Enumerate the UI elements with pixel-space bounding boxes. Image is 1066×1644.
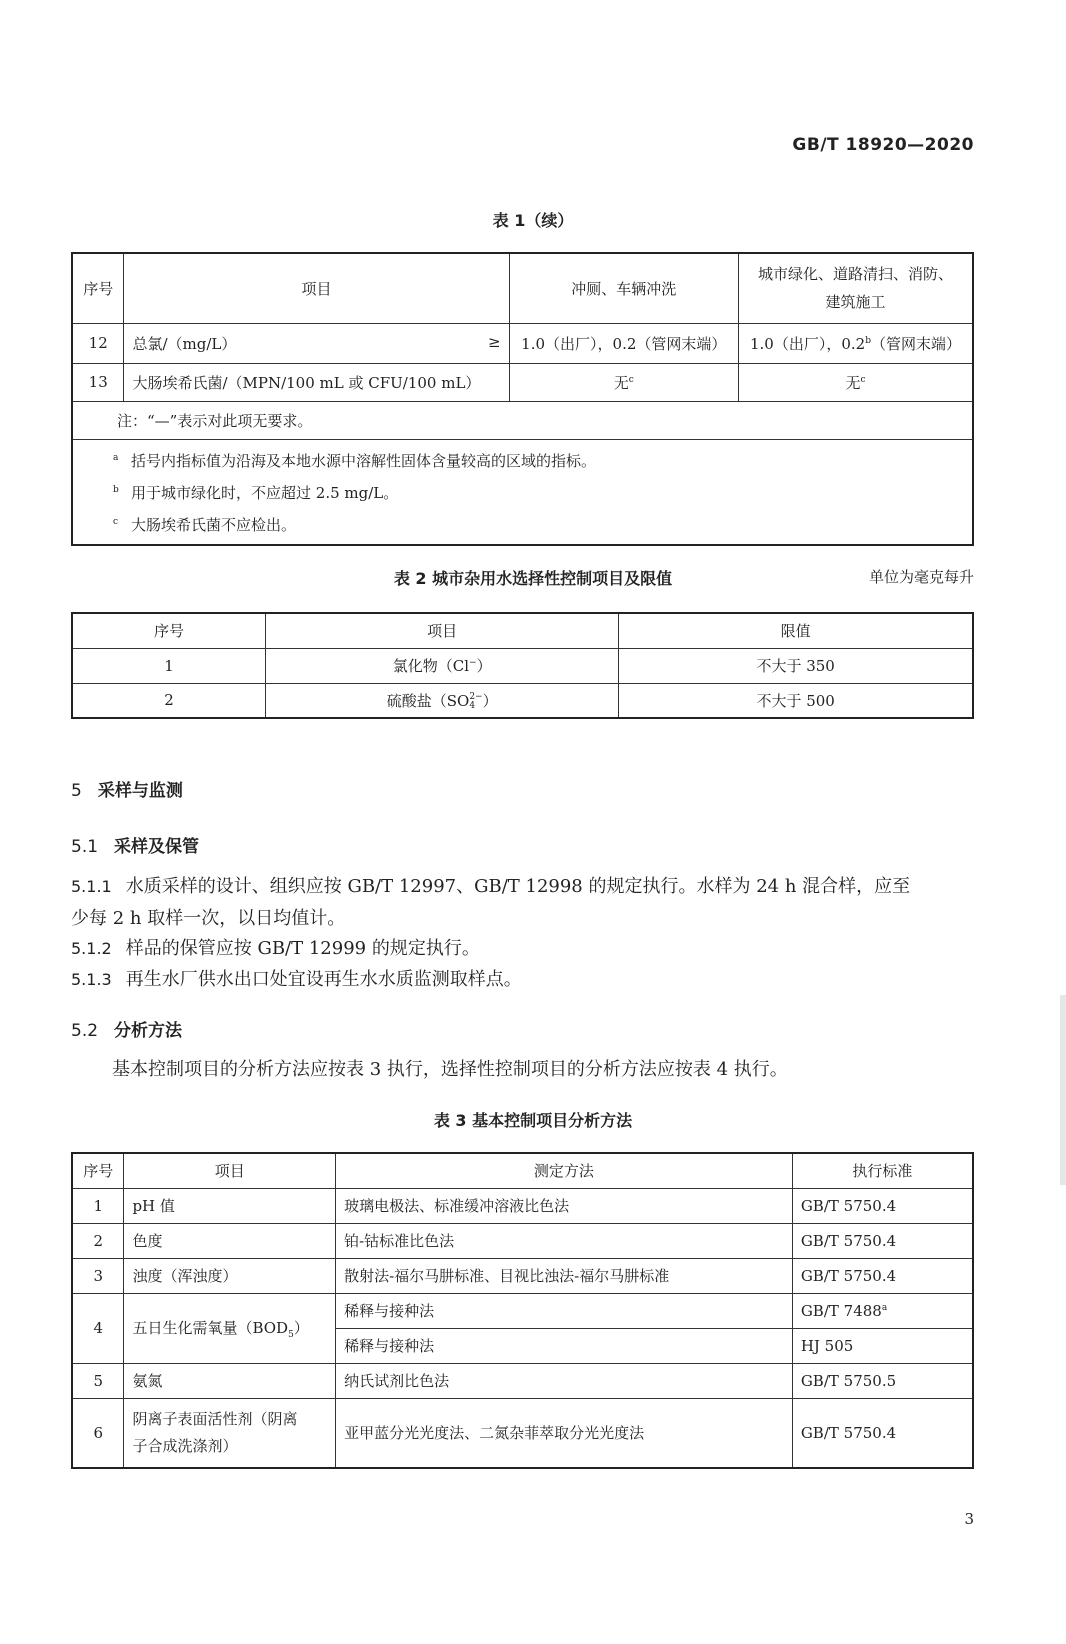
row-number: 3 — [72, 1258, 124, 1293]
standard-text: GB/T 5750.5 — [792, 1363, 973, 1398]
section-number: 5 — [71, 781, 82, 801]
row-number: 6 — [72, 1398, 124, 1468]
method-text: 稀释与接种法 — [336, 1293, 793, 1328]
item-subscript: 5 — [288, 1329, 294, 1340]
page-edge-shadow — [1060, 995, 1066, 1185]
method-text: 散射法-福尔马肼标准、目视比浊法-福尔马肼标准 — [336, 1258, 793, 1293]
table-row — [72, 648, 973, 683]
value-flush: 1.0（出厂），0.2（管网末端） — [509, 323, 738, 363]
footnote-mark: b — [113, 484, 119, 495]
table2-header-row — [72, 613, 973, 648]
item-text: pH 值 — [124, 1188, 336, 1223]
footnote-mark: b — [865, 335, 871, 346]
row-number: 2 — [72, 1223, 124, 1258]
method-text: 亚甲蓝分光光度法、二氮杂菲萃取分光光度法 — [336, 1398, 793, 1468]
footnote-mark: a — [113, 452, 119, 463]
table1-header-col2-line2: 建筑施工 — [825, 293, 886, 312]
row-number: 12 — [72, 323, 124, 363]
table2-header-limit: 限值 — [619, 613, 973, 648]
standard-text: GB/T 7488 — [800, 1301, 882, 1320]
footnote-text: 括号内指标值为沿海及本地水源中溶解性固体含量较高的区域的指标。 — [131, 451, 597, 470]
table3-caption: 表 3 基本控制项目分析方法 — [433, 1111, 633, 1130]
table-row — [72, 1188, 973, 1223]
table1-header-col2 — [739, 253, 973, 323]
para-5-1-1 — [71, 871, 976, 935]
section-title: 采样与监测 — [97, 781, 183, 801]
row-number: 1 — [72, 1188, 124, 1223]
table1-caption: 表 1（续） — [492, 211, 574, 230]
standard-text: GB/T 5750.4 — [792, 1223, 973, 1258]
value-greening — [739, 363, 973, 401]
clause-text-line1: 水质采样的设计、组织应按 GB/T 12997、GB/T 12998 的规定执行。水样为 24 h 混合样，应至 — [125, 876, 911, 897]
clause-number: 5.1.3 — [71, 970, 112, 989]
table1-header-col2-line1: 城市绿化、道路清扫、消防、 — [758, 265, 954, 284]
table2-caption: 表 2 城市杂用水选择性控制项目及限值 — [393, 569, 673, 588]
table1-note-row — [72, 401, 973, 439]
footnote-mark: c — [113, 516, 119, 527]
item-text: 总氯/（mg/L） — [132, 334, 237, 353]
table1-header-col1: 冲厕、车辆冲洗 — [509, 253, 738, 323]
table-row — [72, 363, 973, 401]
row-number: 13 — [72, 363, 124, 401]
method-text: 玻璃电极法、标准缓冲溶液比色法 — [336, 1188, 793, 1223]
section-5-2-heading — [71, 1016, 182, 1041]
table3-header-no: 序号 — [72, 1153, 124, 1188]
table1-header-item: 项目 — [124, 253, 509, 323]
section-5-heading — [71, 776, 183, 801]
table3-header-method: 测定方法 — [336, 1153, 793, 1188]
clause-number: 5.1.2 — [71, 939, 112, 958]
item-text-line1: 阴离子表面活性剂（阴离 — [132, 1409, 298, 1428]
item-text: 氨氮 — [124, 1363, 336, 1398]
value-greening-main: 1.0（出厂），0.2 — [750, 334, 866, 353]
item-text-end: ） — [482, 691, 498, 710]
table2 — [71, 612, 974, 719]
para-5-2: 基本控制项目的分析方法应按表 3 执行，选择性控制项目的分析方法应按表 4 执行。 — [112, 1059, 788, 1080]
value-flush — [509, 363, 738, 401]
item-text: 大肠埃希氏菌/（MPN/100 mL 或 CFU/100 mL） — [124, 363, 509, 401]
item-text: 浊度（浑浊度） — [124, 1258, 336, 1293]
table2-header-item: 项目 — [266, 613, 619, 648]
table2-header-no: 序号 — [72, 613, 266, 648]
table-row — [72, 1258, 973, 1293]
para-5-1-2 — [71, 933, 976, 965]
footnote-c — [113, 508, 964, 540]
section-title: 采样及保管 — [114, 837, 200, 857]
table1-note: 注：“—”表示对此项无要求。 — [72, 401, 973, 439]
table1-header-row — [72, 253, 973, 323]
ion-subscript: 4 — [469, 700, 476, 711]
ion-script — [469, 693, 482, 711]
standard-text: GB/T 5750.4 — [792, 1188, 973, 1223]
value-text: 无 — [845, 373, 861, 392]
footnote-mark: c — [860, 374, 866, 385]
standard-cell — [792, 1293, 973, 1328]
table-row — [72, 323, 973, 363]
row-number: 5 — [72, 1363, 124, 1398]
standard-text: GB/T 5750.4 — [792, 1258, 973, 1293]
footnote-b — [113, 476, 964, 508]
value-greening-suffix: （管网末端） — [870, 334, 961, 353]
ion-charge: − — [469, 658, 477, 668]
comparison-operator: ≥ — [487, 332, 501, 351]
footnote-a — [113, 444, 964, 476]
table1-footnotes-row — [72, 439, 973, 545]
method-text: 铂-钴标准比色法 — [336, 1223, 793, 1258]
table-row — [72, 1293, 973, 1328]
standard-text: HJ 505 — [792, 1328, 973, 1363]
item-text: 色度 — [124, 1223, 336, 1258]
method-text: 稀释与接种法 — [336, 1328, 793, 1363]
clause-number: 5.1.1 — [71, 877, 112, 896]
table3-header-row — [72, 1153, 973, 1188]
table-row — [72, 683, 973, 718]
table2-unit: 单位为毫克每升 — [868, 568, 974, 586]
para-5-1-3 — [71, 964, 976, 996]
table-row — [72, 1363, 973, 1398]
value-text: 无 — [613, 373, 629, 392]
item-text: 硫酸盐（SO — [386, 691, 470, 710]
section-5-1-heading — [71, 832, 199, 857]
footnote-mark: c — [628, 374, 634, 385]
row-number: 2 — [72, 683, 266, 718]
table1-header-no: 序号 — [72, 253, 124, 323]
table-row — [72, 1223, 973, 1258]
value-greening — [739, 323, 973, 363]
section-title: 分析方法 — [114, 1021, 183, 1041]
item-text-end: ） — [293, 1318, 309, 1337]
clause-text-line2: 少每 2 h 取样一次，以日均值计。 — [71, 908, 346, 929]
method-text: 纳氏试剂比色法 — [336, 1363, 793, 1398]
limit-value: 不大于 500 — [619, 683, 973, 718]
item-text: 五日生化需氧量（BOD — [132, 1318, 289, 1337]
page-number: 3 — [964, 1510, 974, 1528]
table1 — [71, 252, 974, 546]
item-cell — [124, 1293, 336, 1363]
item-text: 氯化物（Cl — [392, 657, 470, 675]
footnote-text: 用于城市绿化时，不应超过 2.5 mg/L。 — [131, 483, 399, 502]
item-text-line2: 子合成洗涤剂） — [132, 1436, 238, 1455]
footnote-text: 大肠埃希氏菌不应检出。 — [131, 515, 297, 534]
table3-header-standard: 执行标准 — [792, 1153, 973, 1188]
footnote-mark: a — [881, 1302, 888, 1313]
row-number: 1 — [72, 648, 266, 683]
standard-text: GB/T 5750.4 — [792, 1398, 973, 1468]
standard-code: GB/T 18920—2020 — [792, 135, 974, 155]
item-cell — [266, 648, 619, 683]
table3-header-item: 项目 — [124, 1153, 336, 1188]
item-cell — [124, 1398, 336, 1468]
section-number: 5.2 — [71, 1021, 99, 1041]
table1-footnotes — [72, 439, 973, 545]
row-number: 4 — [72, 1293, 124, 1363]
clause-text: 样品的保管应按 GB/T 12999 的规定执行。 — [125, 938, 480, 959]
item-cell — [124, 323, 509, 363]
clause-text: 再生水厂供水出口处宜设再生水水质监测取样点。 — [125, 969, 522, 990]
table-row — [72, 1398, 973, 1468]
limit-value: 不大于 350 — [619, 648, 973, 683]
ion-charge: 2− — [469, 691, 483, 702]
item-text-end: ） — [476, 657, 492, 675]
section-number: 5.1 — [71, 837, 99, 857]
item-cell — [266, 683, 619, 718]
table3 — [71, 1152, 974, 1469]
